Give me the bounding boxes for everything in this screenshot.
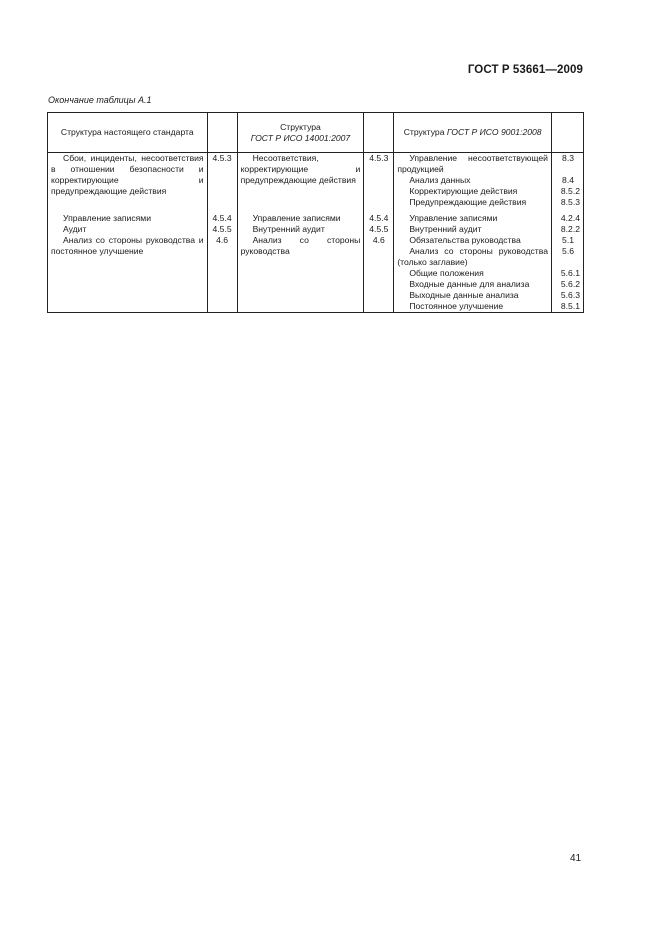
iso9001-line: Общие положения [409, 267, 484, 278]
iso9001-line: Обязательства руководства [409, 234, 521, 245]
header-current-standard: Структура настоящего стандарта [48, 113, 208, 153]
cell-current [48, 235, 208, 313]
table-row [48, 235, 584, 313]
cell-iso14001-num: 4.5.4 [364, 213, 394, 224]
cell-current-text: Аудит [63, 223, 87, 234]
iso9001-num: 8.2.2 [560, 223, 580, 234]
cell-current [48, 153, 208, 213]
header-iso14001-line2: ГОСТ Р ИСО 14001:2007 [250, 132, 351, 143]
iso9001-num: 8.3 [562, 153, 574, 163]
iso9001-num: 5.6.3 [560, 289, 580, 300]
iso9001-line: Выходные данные анализа [409, 289, 519, 300]
cell-iso9001 [394, 153, 552, 213]
header-iso14001 [237, 113, 364, 153]
cell-iso14001-num: 4.5.5 [364, 224, 394, 235]
cell-iso14001 [237, 213, 364, 224]
iso9001-num: 8.5.2 [560, 186, 580, 196]
cell-iso14001 [237, 153, 364, 213]
iso9001-num [555, 257, 580, 268]
iso9001-num: 8.4 [562, 175, 574, 185]
table-caption: Окончание таблицы А.1 [48, 95, 152, 105]
iso9001-num [555, 164, 580, 175]
cell-iso9001-nums [551, 224, 583, 235]
header-iso14001-line1: Структура [280, 121, 321, 132]
cell-iso9001 [394, 224, 552, 235]
cell-current-text: Управление записями [63, 212, 151, 223]
table-row [48, 213, 584, 224]
cell-current-text: Сбои, инциденты, несоответствия в отношении безопасности и корректирующие и предупреждающие действия [51, 153, 204, 196]
cell-iso9001-nums [551, 153, 583, 213]
iso9001-line: Управление несоответствующей продукцией [397, 153, 548, 174]
table-header-row [48, 113, 584, 153]
cell-current-num: 4.5.5 [207, 224, 237, 235]
cell-iso9001 [394, 235, 552, 313]
cell-iso14001-text: Внутренний аудит [252, 223, 325, 234]
header-iso9001-prefix: Структура [403, 127, 447, 137]
cell-iso9001-nums [551, 213, 583, 224]
iso9001-num: 5.6.2 [560, 278, 580, 289]
iso9001-num: 5.6 [562, 245, 574, 256]
cell-iso9001-nums [551, 235, 583, 313]
iso9001-line: Управление записями [409, 212, 498, 223]
cell-iso9001 [394, 213, 552, 224]
iso9001-line: Входные данные для анализа [409, 278, 530, 289]
header-iso9001-italic: ГОСТ Р ИСО 9001:2008 [446, 127, 542, 137]
cell-current [48, 224, 208, 235]
header-iso9001 [394, 113, 552, 153]
cell-iso14001-text: Анализ со стороны руководства [240, 234, 361, 256]
cell-iso14001-text: Управление записями [252, 212, 341, 223]
cell-current-num: 4.5.4 [207, 213, 237, 224]
correspondence-table [47, 112, 584, 313]
iso9001-line: Анализ со стороны руководства (только заглавие) [397, 245, 548, 267]
iso9001-num: 8.5.1 [560, 300, 580, 311]
iso9001-num: 8.5.3 [560, 197, 580, 207]
iso9001-line: Предупреждающие действия [409, 197, 527, 207]
table-row [48, 224, 584, 235]
cell-current-num: 4.5.3 [207, 153, 237, 213]
header-num-3 [551, 113, 583, 153]
iso9001-line: Постоянное улучшение [409, 300, 504, 311]
header-num-2 [364, 113, 394, 153]
iso9001-num: 5.6.1 [560, 267, 580, 278]
table-row [48, 153, 584, 213]
cell-iso14001 [237, 235, 364, 313]
document-code: ГОСТ Р 53661—2009 [467, 64, 583, 76]
cell-iso14001-text: Несоответствия, корректирующие и предупреждающие действия [240, 153, 361, 185]
cell-iso14001-num: 4.5.3 [364, 153, 394, 213]
cell-iso14001-num: 4.6 [364, 235, 394, 313]
header-num-1 [207, 113, 237, 153]
iso9001-line: Анализ данных [409, 175, 471, 185]
page-number: 41 [570, 853, 582, 864]
iso9001-line: Внутренний аудит [409, 223, 482, 234]
iso9001-num: 5.1 [562, 234, 574, 245]
cell-current-text: Анализ со стороны руководства и постоянное улучшение [51, 234, 204, 256]
cell-current-num: 4.6 [207, 235, 237, 313]
iso9001-num: 4.2.4 [560, 212, 580, 223]
cell-iso14001 [237, 224, 364, 235]
iso9001-line: Корректирующие действия [409, 186, 518, 196]
cell-current [48, 213, 208, 224]
